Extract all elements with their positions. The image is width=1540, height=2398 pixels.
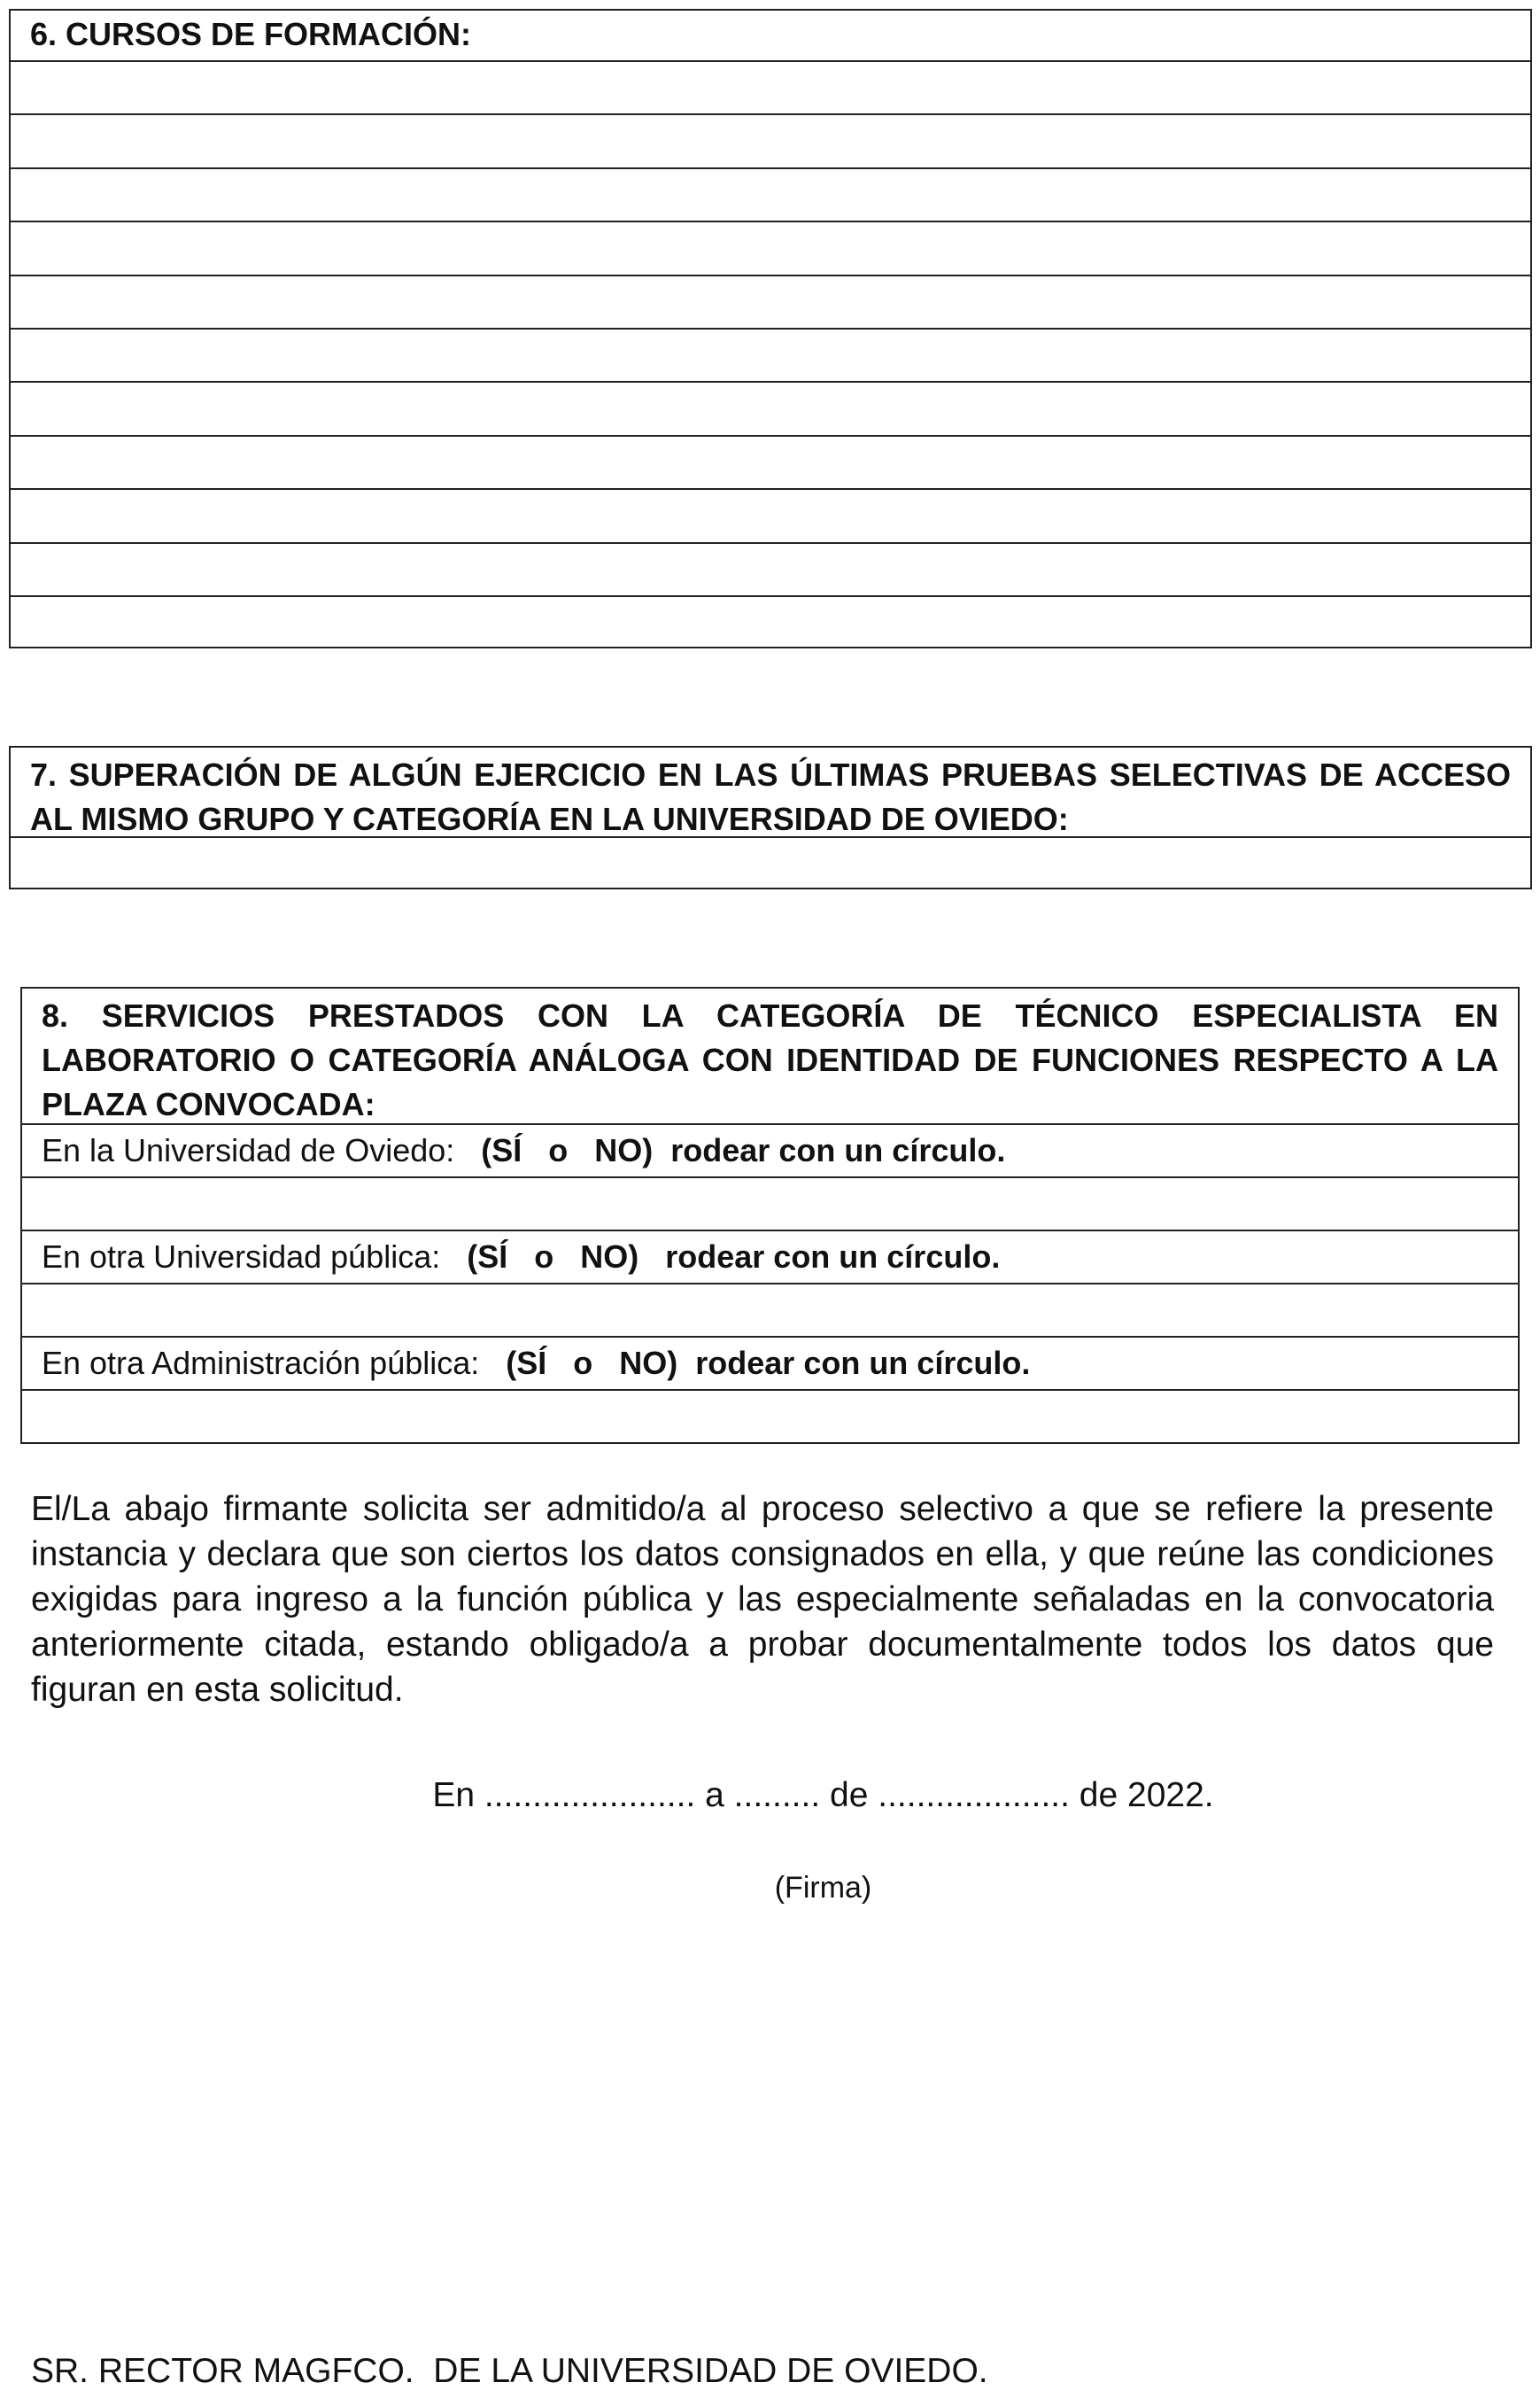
section-6-entry-row[interactable] [11,437,1530,490]
question-row-otra-universidad [22,1231,1518,1284]
section-6-entry-row[interactable] [11,115,1530,168]
question-label: En otra Universidad pública: [42,1238,441,1275]
section-8-entry-row[interactable] [22,1178,1518,1231]
section-6-header-row [11,11,1530,62]
section-6-entry-row[interactable] [11,276,1530,330]
section-6-entry-row[interactable] [11,330,1530,383]
question-row-otra-administracion [22,1338,1518,1391]
section-6-entry-row[interactable] [11,222,1530,275]
question-row-universidad-oviedo [22,1125,1518,1178]
yes-no-options[interactable]: (SÍ o NO) rodear con un círculo. [479,1345,1031,1381]
signature-label: (Firma) [774,1871,872,1905]
section-7-entry-row[interactable] [11,838,1530,889]
section-6-entry-row[interactable] [11,490,1530,543]
yes-no-options[interactable]: (SÍ o NO) rodear con un círculo. [440,1238,1001,1275]
date-line[interactable]: En ...................... a ......... de .................... de 2022. [432,1776,1214,1814]
section-7-table [9,746,1532,889]
addressee-line: SR. RECTOR MAGFCO. DE LA UNIVERSIDAD DE OVIEDO. [31,2352,988,2390]
section-6-entry-row[interactable] [11,597,1530,650]
section-6-entry-row[interactable] [11,62,1530,115]
section-8-entry-row[interactable] [22,1391,1518,1444]
section-8-header-row [22,989,1518,1125]
section-8-entry-row[interactable] [22,1284,1518,1338]
section-7-heading: 7. SUPERACIÓN DE ALGÚN EJERCICIO EN LAS ÚLTIMAS PRUEBAS SELECTIVAS DE ACCESO AL MISMO GRUPO Y CATEGORÍA EN LA UNIVERSIDAD DE OVIEDO: [30,757,1511,837]
section-6-table [9,9,1532,648]
section-6-entry-row[interactable] [11,544,1530,597]
section-6-entry-row[interactable] [11,169,1530,222]
section-7-header-row [11,748,1530,838]
section-8-heading: 8. SERVICIOS PRESTADOS CON LA CATEGORÍA DE TÉCNICO ESPECIALISTA EN LABORATORIO O CATEGORÍA ANÁLOGA CON IDENTIDAD DE FUNCIONES RESPECTO A LA PLAZA CONVOCADA: [42,997,1498,1122]
declaration-paragraph: El/La abajo firmante solicita ser admitido/a al proceso selectivo a que se refiere la presente instancia y declara que son ciertos los datos consignados en ella, y que reúne las condiciones exigidas para ingreso a la función pública y las especialmente señaladas en la convocatoria anteriormente citada, estando obligado/a a probar documentalmente todos los datos que figuran en esta solicitud. [31,1490,1494,1709]
section-6-entry-row[interactable] [11,383,1530,436]
yes-no-options[interactable]: (SÍ o NO) rodear con un círculo. [454,1132,1006,1168]
question-label: En la Universidad de Oviedo: [42,1132,455,1168]
section-8-table [20,987,1520,1444]
section-6-heading: 6. CURSOS DE FORMACIÓN: [30,16,472,52]
question-label: En otra Administración pública: [42,1345,480,1381]
